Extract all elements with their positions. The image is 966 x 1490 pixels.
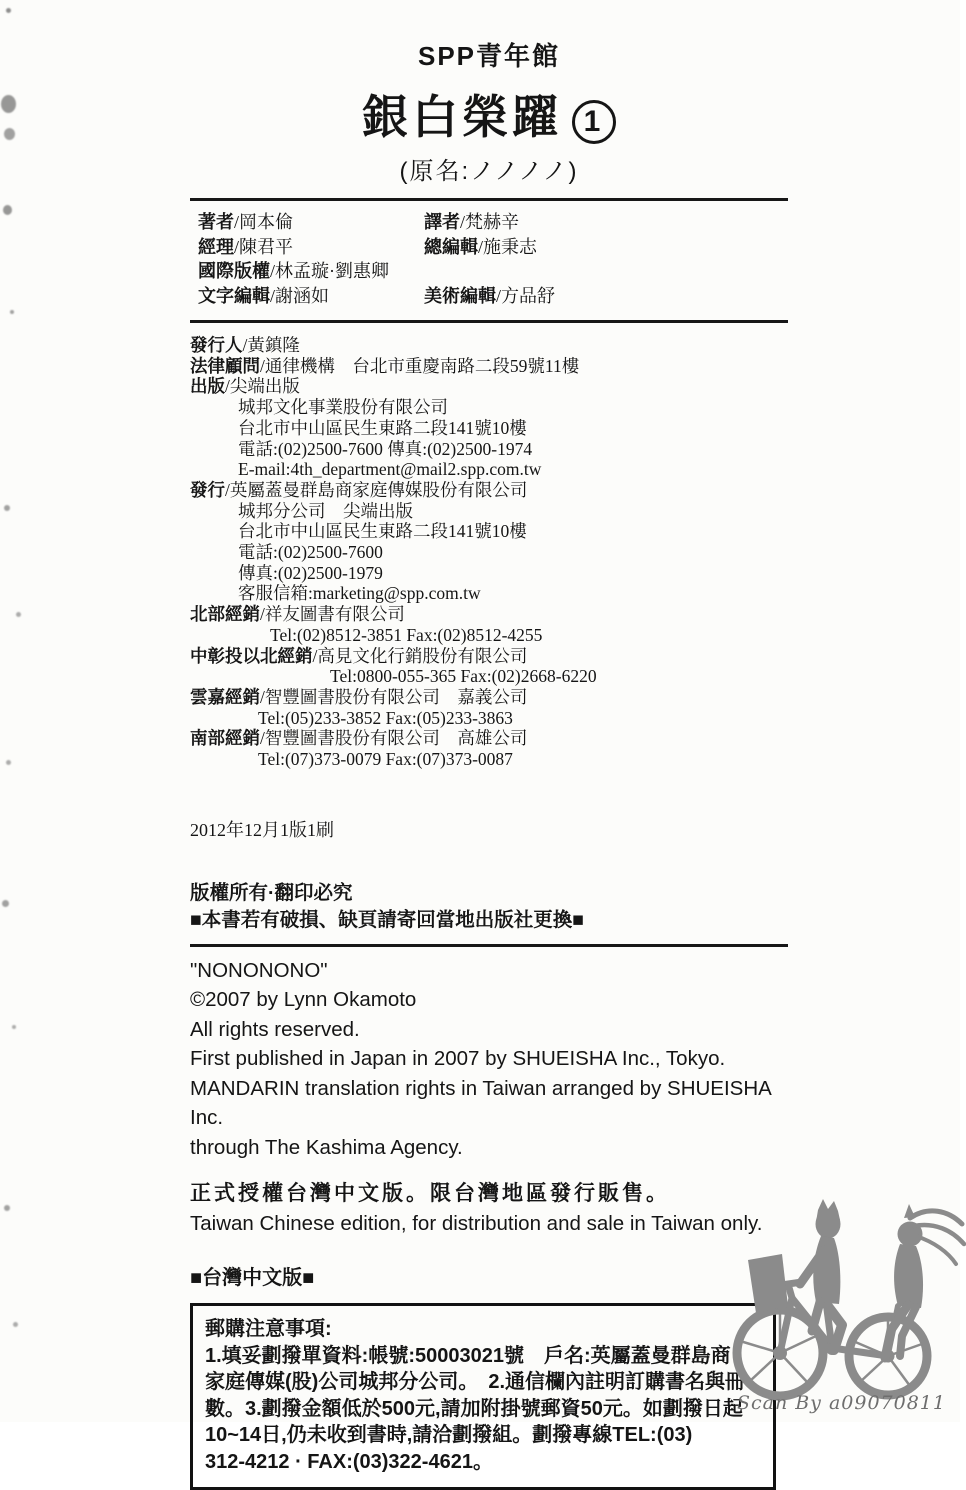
scan-speck <box>3 205 12 215</box>
credit-label: 美術編輯 <box>424 285 496 306</box>
taiwan-edition-mark: ■台灣中文版■ <box>190 1267 315 1290</box>
credits-row <box>198 259 782 284</box>
scan-speck <box>6 760 11 765</box>
publication-line: 電話:(02)2500-7600 <box>238 542 383 563</box>
mail-notice-title: 郵購注意事項: <box>205 1318 332 1341</box>
publication-line: Tel:0800-055-365 Fax:(02)2668-6220 <box>330 666 597 687</box>
bicycle-couple-silhouette-image <box>728 1198 966 1403</box>
scan-speck <box>4 505 10 511</box>
credit-value: /方品舒 <box>496 285 556 306</box>
scan-speck <box>2 900 9 907</box>
damage-return-notice: ■本書若有破損、缺頁請寄回當地出版社更換■ <box>190 909 585 932</box>
print-edition-info: 2012年12月1版1刷 <box>190 819 334 840</box>
publication-line: 北部經銷/祥友圖書有限公司 <box>190 604 405 625</box>
publication-info <box>190 323 788 770</box>
license-statement-en: Taiwan Chinese edition, for distribution and sale in Taiwan only. <box>190 1212 763 1236</box>
publication-line: 雲嘉經銷/智豐圖書股份有限公司 嘉義公司 <box>190 686 528 707</box>
publication-line: 台北市中山區民生東路二段141號10樓 <box>238 417 527 438</box>
credits-table <box>190 201 788 320</box>
publication-line: 城邦分公司 尖端出版 <box>238 500 413 521</box>
publication-line: 城邦文化事業股份有限公司 <box>238 397 448 418</box>
publication-line: 台北市中山區民生東路二段141號10樓 <box>238 521 527 542</box>
credits-row <box>198 284 782 309</box>
publication-line: 電話:(02)2500-7600 傳真:(02)2500-1974 <box>238 438 533 459</box>
credit-value: /謝涵如 <box>270 285 330 306</box>
scan-speck <box>4 1205 10 1211</box>
scan-speck <box>4 128 15 140</box>
book-header <box>190 0 788 186</box>
volume-badge: 1 <box>572 100 616 144</box>
publication-line: 南部經銷/智豐圖書股份有限公司 高雄公司 <box>190 728 528 749</box>
credit-label: 文字編輯 <box>198 285 270 306</box>
english-line: MANDARIN translation rights in Taiwan arranged by SHUEISHA Inc. <box>190 1076 771 1130</box>
credit-value: /岡本倫 <box>234 212 294 232</box>
page-content <box>190 0 788 1490</box>
credit-label: 著者 <box>198 212 234 232</box>
credit-label: 經理 <box>198 236 234 257</box>
english-line: All rights reserved. <box>190 1017 360 1041</box>
english-line: First published in Japan in 2007 by SHUEISHA Inc., Tokyo. <box>190 1047 726 1071</box>
credit-value: /梵赫辛 <box>460 212 520 232</box>
mail-notice-line: 10~14日,仍未收到書時,請洽劃撥組。劃撥專線TEL:(03) <box>205 1424 693 1447</box>
english-copyright-block <box>190 947 788 1163</box>
scan-speck <box>12 1025 16 1029</box>
scan-speck <box>6 8 11 13</box>
publication-line: Tel:(07)373-0079 Fax:(07)373-0087 <box>258 749 513 770</box>
credits-row <box>198 235 782 260</box>
copyright-notice <box>190 880 788 935</box>
scan-speck <box>1 95 16 113</box>
mail-notice-line: 數。3.劃撥金額低於500元,請加附掛號郵資50元。如劃撥日起 <box>205 1397 743 1420</box>
scan-speck <box>10 310 14 314</box>
mail-order-notice-box <box>190 1303 776 1490</box>
credit-value: /施秉志 <box>478 236 538 257</box>
publication-line: Tel:(05)233-3852 Fax:(05)233-3863 <box>258 707 513 728</box>
scan-speck <box>16 612 21 617</box>
publication-line: 客服信箱:marketing@spp.com.tw <box>238 583 481 604</box>
publication-line: 發行人/黃鎮隆 <box>190 335 300 355</box>
mail-notice-line: 1.填妥劃撥單資料:帳號:50003021號 戶名:英屬蓋曼群島商 <box>205 1344 731 1367</box>
original-title: (原名:ノノノノ) <box>399 158 579 185</box>
english-line: through The Kashima Agency. <box>190 1135 463 1159</box>
credit-label: 國際版權 <box>198 261 270 281</box>
publication-line: Tel:(02)8512-3851 Fax:(02)8512-4255 <box>270 624 543 645</box>
english-line: ©2007 by Lynn Okamoto <box>190 988 417 1012</box>
publication-line: 法律顧問/通律機構 台北市重慶南路二段59號11樓 <box>190 355 580 376</box>
credit-value: /林孟璇·劉惠卿 <box>270 261 389 281</box>
license-statement-zh: 正式授權台灣中文版。限台灣地區發行販售。 <box>190 1182 670 1206</box>
copyright-line: 版權所有·翻印必究 <box>190 881 353 904</box>
credit-label: 總編輯 <box>424 236 478 257</box>
publication-line: 中彰投以北經銷/高見文化行銷股份有限公司 <box>190 645 528 666</box>
mail-notice-line: 312-4212 · FAX:(03)322-4621。 <box>205 1450 493 1473</box>
imprint-name: SPP青年館 <box>417 41 561 71</box>
credits-row <box>198 210 782 235</box>
book-title-text: 銀白榮躍 <box>362 91 562 143</box>
mail-notice-line: 家庭傳媒(股)公司城邦分公司。 2.通信欄內註明訂購書名與冊 <box>205 1371 745 1394</box>
scan-speck <box>13 1322 18 1327</box>
publication-line: 傳真:(02)2500-1979 <box>238 562 383 583</box>
credit-label: 譯者 <box>424 212 460 232</box>
publication-line: E-mail:4th_department@mail2.spp.com.tw <box>238 459 542 480</box>
publication-line: 發行/英屬蓋曼群島商家庭傳媒股份有限公司 <box>190 479 528 500</box>
scanner-watermark: Scan By a09070811 <box>736 1392 946 1414</box>
english-line: "NONONONO" <box>190 958 328 982</box>
publication-line: 出版/尖端出版 <box>190 376 300 397</box>
credit-value: /陳君平 <box>234 236 294 257</box>
book-title <box>190 81 788 147</box>
